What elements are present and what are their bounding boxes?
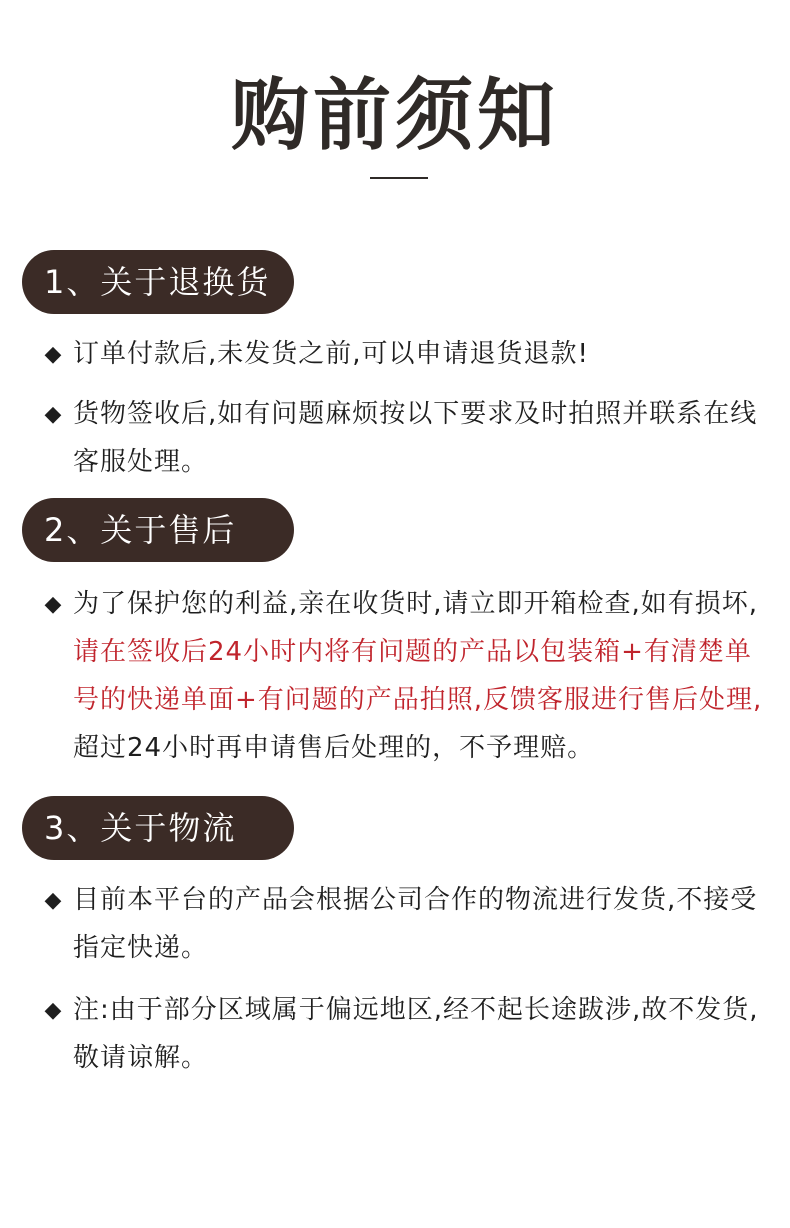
list-item-text: 注:由于部分区域属于偏远地区,经不起长途跋涉,故不发货,敬请谅解。 — [73, 995, 759, 1073]
list-item-text: 货物签收后,如有问题麻烦按以下要求及时拍照并联系在线客服处理。 — [73, 399, 758, 477]
diamond-icon: ◆ — [44, 887, 62, 913]
list-item — [40, 580, 770, 772]
section-header-after-sales: 2、关于售后 — [22, 498, 294, 562]
list-item-text: 目前本平台的产品会根据公司合作的物流进行发货,不接受指定快递。 — [73, 885, 758, 963]
list-item — [40, 876, 770, 972]
list-item — [40, 986, 770, 1082]
normal-text: 为了保护您的利益,亲在收货时,请立即开箱检查,如有损坏, — [73, 589, 759, 619]
diamond-icon: ◆ — [44, 401, 62, 427]
page-title: 购前须知 — [230, 71, 559, 161]
title-divider — [370, 177, 428, 179]
list-item-text: 订单付款后,未发货之前,可以申请退货退款! — [73, 339, 589, 369]
diamond-icon: ◆ — [44, 591, 62, 617]
normal-text: 超过24小时再申请售后处理的，不予理赔。 — [73, 733, 595, 763]
diamond-icon: ◆ — [44, 997, 62, 1023]
highlighted-text: 请在签收后24小时内将有问题的产品以包装箱+有清楚单号的快递单面+有问题的产品拍照,反馈客服进行售后处理, — [73, 637, 763, 715]
section-header-logistics: 3、关于物流 — [22, 796, 294, 860]
list-item-text — [73, 580, 770, 772]
list-item — [40, 330, 770, 378]
diamond-icon: ◆ — [44, 341, 62, 367]
section-header-returns: 1、关于退换货 — [22, 250, 294, 314]
list-item — [40, 390, 770, 486]
